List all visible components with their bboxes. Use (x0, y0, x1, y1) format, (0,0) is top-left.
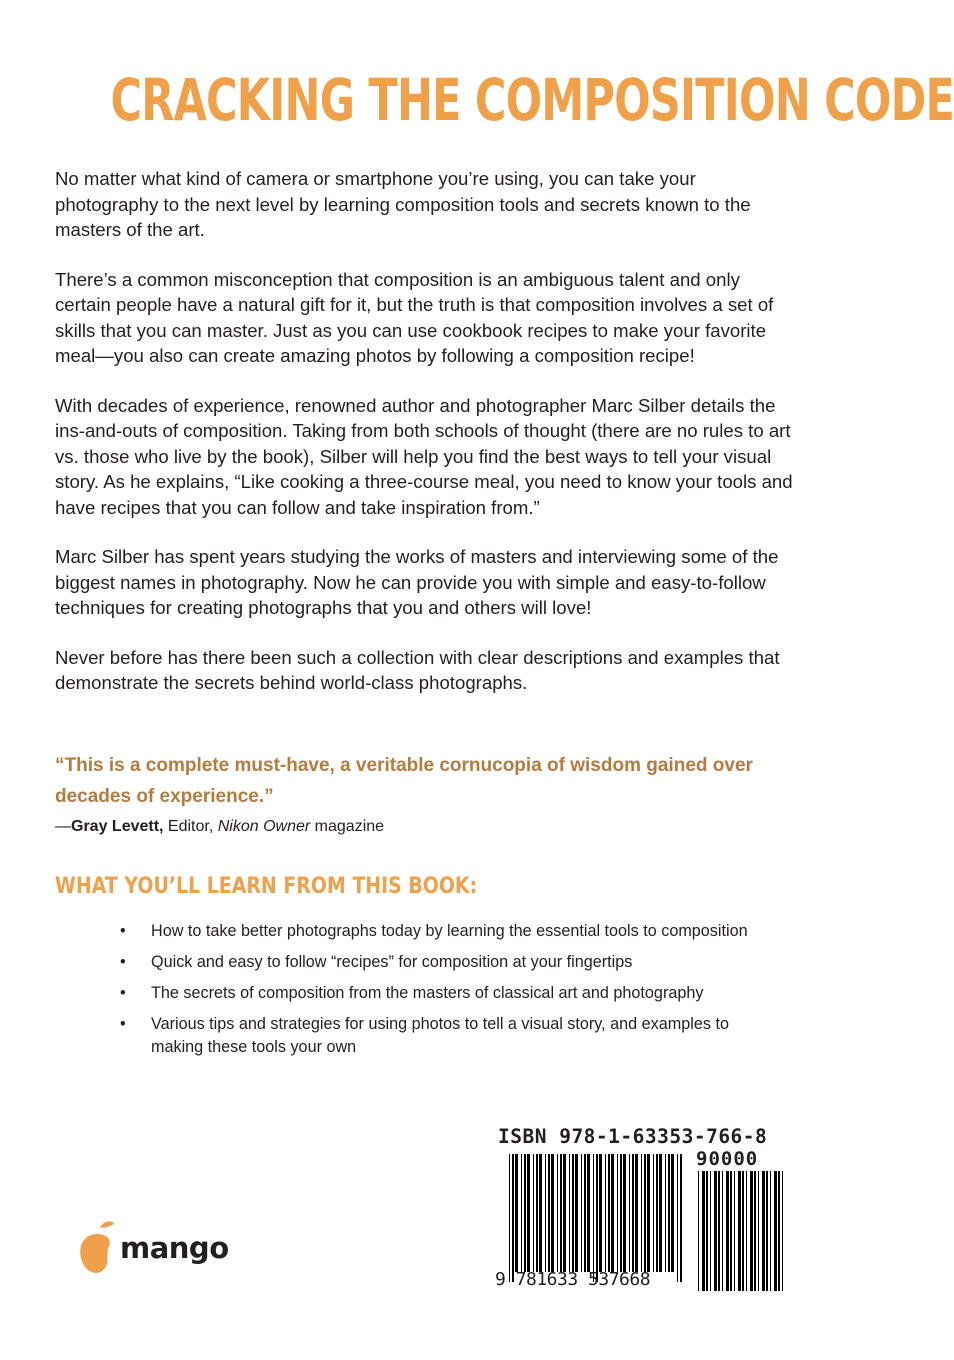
list-item (118, 920, 778, 943)
learn-list (118, 920, 778, 1067)
bullet-icon: • (120, 922, 126, 940)
bullet-icon: • (120, 1015, 126, 1033)
isbn-barcode (495, 1124, 795, 1294)
bullet-icon: • (120, 984, 126, 1002)
list-item (118, 1013, 778, 1059)
paragraph: Never before has there been such a collection with clear descriptions and examples that demonstrate the secrets behind world-class photographs. (55, 646, 780, 693)
list-item-text: Various tips and strategies for using photos to tell a visual story, and examples to making these tools your own (151, 1015, 729, 1056)
paragraph: No matter what kind of camera or smartphone you’re using, you can take your photography to the next level by learning composition tools and secrets known to the masters of the art. (55, 168, 751, 240)
endorsement-quote: “This is a complete must-have, a veritable cornucopia of wisdom gained over decades of experience.” (55, 755, 753, 807)
publisher-name: mango (120, 1231, 229, 1265)
book-title: CRACKING THE COMPOSITION CODE (110, 66, 954, 134)
quote-attribution (55, 815, 795, 839)
barcode-digits: 9 781633 537668 (495, 1269, 651, 1290)
list-item-text: How to take better photographs today by learning the essential tools to composition (151, 922, 748, 940)
list-item (118, 982, 778, 1005)
attribution-dash: — (55, 818, 71, 835)
learn-heading: WHAT YOU’LL LEARN FROM THIS BOOK: (55, 874, 478, 899)
price-code: 90000 (696, 1148, 759, 1170)
paragraph: There’s a common misconception that composition is an ambiguous talent and only certain people have a natural gift for it, but the truth is that composition involves a set of skills that you can master. Just as you can use cookbook recipes to make your favorite meal—you also can create amazing photos by following a composition recipe! (55, 268, 774, 366)
quote-suffix: magazine (310, 818, 385, 835)
paragraph: With decades of experience, renowned author and photographer Marc Silber details the ins-and-outs of composition. Taking from both schools of thought (there are no rules to art vs. those who live by the book), Silber will help you find the best ways to tell your visual story. As he explains, “Like cooking a three-course meal, you need to know your tools and have recipes that you can follow and take inspiration from.” (55, 394, 793, 518)
list-item (118, 951, 778, 974)
mango-fruit-icon (76, 1218, 120, 1282)
quote-publication: Nikon Owner (217, 818, 311, 835)
quote-role: Editor, (163, 818, 218, 835)
list-item-text: Quick and easy to follow “recipes” for composition at your fingertips (151, 953, 633, 971)
bullet-icon: • (120, 953, 126, 971)
description (55, 166, 795, 720)
paragraph: Marc Silber has spent years studying the works of masters and interviewing some of the biggest names in photography. Now he can provide you with simple and easy-to-follow techniques for creating photographs that you and others will love! (55, 546, 779, 618)
quote-author: Gray Levett, (71, 818, 164, 835)
publisher-logo (76, 1218, 246, 1282)
isbn-label: ISBN 978-1-63353-766-8 (498, 1125, 768, 1148)
list-item-text: The secrets of composition from the masters of classical art and photography (151, 984, 704, 1002)
